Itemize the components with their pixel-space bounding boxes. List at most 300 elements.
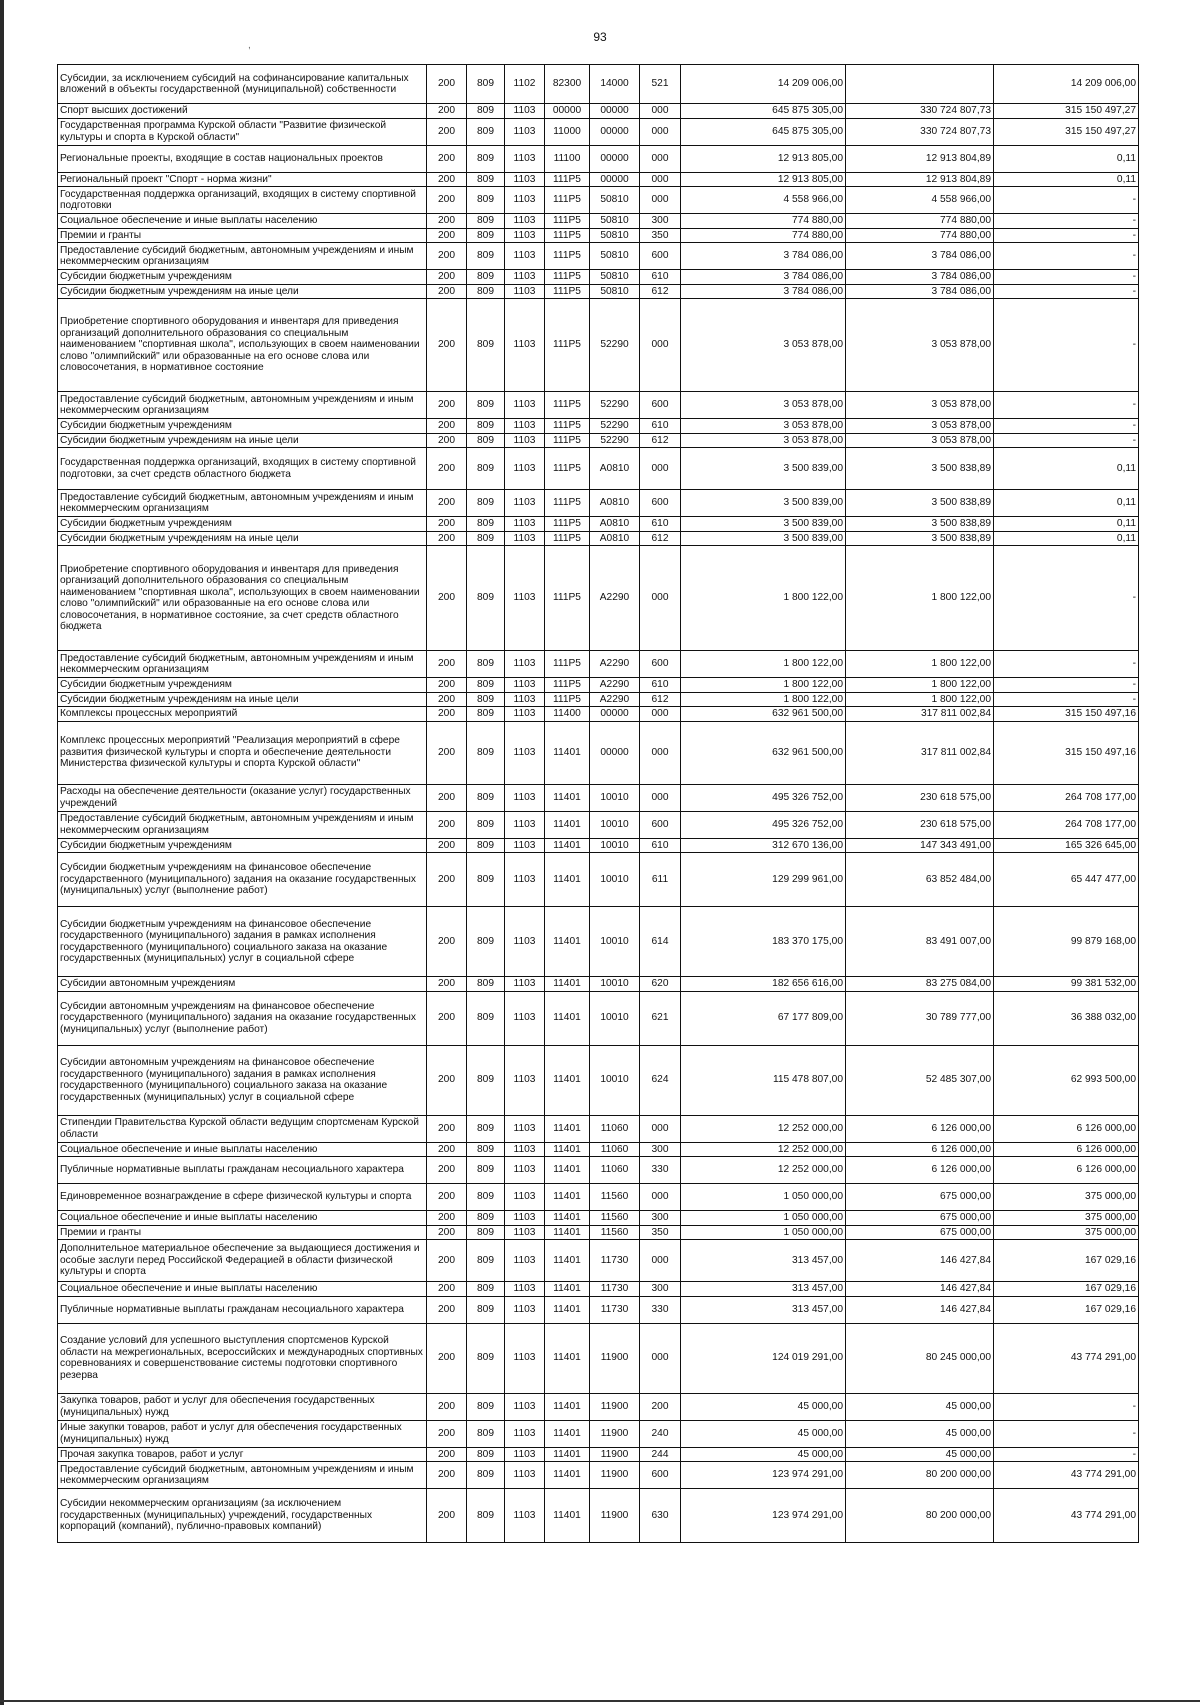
table-row xyxy=(58,1240,1139,1282)
code-cell: 14000 xyxy=(590,65,640,104)
code-cell: 1103 xyxy=(505,977,545,992)
code-cell: 11060 xyxy=(590,1142,640,1157)
amount-cell: 6 126 000,00 xyxy=(846,1157,994,1184)
amount-cell: 645 875 305,00 xyxy=(681,104,846,119)
code-cell: 1103 xyxy=(505,448,545,490)
row-name: Субсидии бюджетным учреждениям на иные цели xyxy=(58,692,427,707)
code-cell: 000 xyxy=(640,1240,681,1282)
table-row xyxy=(58,104,1139,119)
code-cell: 1103 xyxy=(505,1115,545,1142)
code-cell: 809 xyxy=(467,419,505,434)
code-cell: 1103 xyxy=(505,1225,545,1240)
row-name: Субсидии бюджетным учреждениям на иные цели xyxy=(58,531,427,546)
amount-cell: 330 724 807,73 xyxy=(846,104,994,119)
code-cell: 809 xyxy=(467,853,505,907)
code-cell: 200 xyxy=(427,811,467,838)
amount-cell: 675 000,00 xyxy=(846,1184,994,1211)
row-name: Публичные нормативные выплаты гражданам несоциального характера xyxy=(58,1296,427,1323)
code-cell: 200 xyxy=(427,1420,467,1447)
code-cell: 10010 xyxy=(590,811,640,838)
code-cell: 10010 xyxy=(590,977,640,992)
row-name: Комплекс процессных мероприятий "Реализация мероприятий в сфере развития физической культуры и спорта и обеспечение деятельности Министерства физической культуры и спорта Курской области" xyxy=(58,721,427,784)
code-cell: 809 xyxy=(467,707,505,722)
amount-cell: - xyxy=(994,214,1139,229)
code-cell: 809 xyxy=(467,531,505,546)
code-cell: 111P5 xyxy=(545,172,590,187)
code-cell: 200 xyxy=(427,838,467,853)
table-row xyxy=(58,1420,1139,1447)
code-cell: 200 xyxy=(427,678,467,693)
row-name: Субсидии бюджетным учреждениям на финансовое обеспечение государственного (муниципального) задания на оказание государственных (муниципальных) услуг (выполнение работ) xyxy=(58,853,427,907)
amount-cell: - xyxy=(994,243,1139,270)
code-cell: 809 xyxy=(467,991,505,1045)
code-cell: 82300 xyxy=(545,65,590,104)
amount-cell: 43 774 291,00 xyxy=(994,1462,1139,1489)
amount-cell: 147 343 491,00 xyxy=(846,838,994,853)
code-cell: А0810 xyxy=(590,531,640,546)
amount-cell: 495 326 752,00 xyxy=(681,811,846,838)
code-cell: 111P5 xyxy=(545,490,590,517)
code-cell: 600 xyxy=(640,490,681,517)
code-cell: 11000 xyxy=(545,118,590,145)
amount-cell: 165 326 645,00 xyxy=(994,838,1139,853)
amount-cell: 3 053 878,00 xyxy=(681,419,846,434)
amount-cell: - xyxy=(994,299,1139,392)
code-cell: 000 xyxy=(640,118,681,145)
code-cell: 610 xyxy=(640,270,681,285)
amount-cell: 0,11 xyxy=(994,517,1139,532)
row-name: Расходы на обеспечение деятельности (оказание услуг) государственных учреждений xyxy=(58,784,427,811)
row-name: Предоставление субсидий бюджетным, автономным учреждениям и иным некоммерческим организациям xyxy=(58,1462,427,1489)
code-cell: 809 xyxy=(467,1225,505,1240)
amount-cell: 62 993 500,00 xyxy=(994,1045,1139,1115)
code-cell: 1103 xyxy=(505,419,545,434)
code-cell: 521 xyxy=(640,65,681,104)
code-cell: 00000 xyxy=(590,721,640,784)
amount-cell: 12 913 805,00 xyxy=(681,145,846,172)
code-cell: 611 xyxy=(640,853,681,907)
code-cell: 300 xyxy=(640,1211,681,1226)
amount-cell: 43 774 291,00 xyxy=(994,1323,1139,1393)
code-cell: 809 xyxy=(467,1420,505,1447)
table-row xyxy=(58,678,1139,693)
amount-cell: 645 875 305,00 xyxy=(681,118,846,145)
code-cell: 111P5 xyxy=(545,678,590,693)
code-cell: 11401 xyxy=(545,1225,590,1240)
amount-cell: 317 811 002,84 xyxy=(846,721,994,784)
table-row xyxy=(58,448,1139,490)
code-cell: 809 xyxy=(467,1240,505,1282)
code-cell: 809 xyxy=(467,1393,505,1420)
row-name: Субсидии, за исключением субсидий на софинансирование капитальных вложений в объекты государственной (муниципальной) собственности xyxy=(58,65,427,104)
code-cell: 200 xyxy=(427,531,467,546)
row-name: Предоставление субсидий бюджетным, автономным учреждениям и иным некоммерческим организациям xyxy=(58,811,427,838)
code-cell: 00000 xyxy=(590,104,640,119)
row-name: Региональный проект "Спорт - норма жизни" xyxy=(58,172,427,187)
amount-cell: 315 150 497,16 xyxy=(994,721,1139,784)
code-cell: 1103 xyxy=(505,1045,545,1115)
code-cell: 200 xyxy=(427,1282,467,1297)
code-cell: 809 xyxy=(467,1157,505,1184)
code-cell: 240 xyxy=(640,1420,681,1447)
amount-cell: 3 500 838,89 xyxy=(846,531,994,546)
table-row xyxy=(58,1447,1139,1462)
table-row xyxy=(58,517,1139,532)
code-cell: 11401 xyxy=(545,1211,590,1226)
amount-cell: 12 913 805,00 xyxy=(681,172,846,187)
amount-cell: 3 500 838,89 xyxy=(846,517,994,532)
table-row xyxy=(58,490,1139,517)
code-cell: 600 xyxy=(640,1462,681,1489)
amount-cell: 65 447 477,00 xyxy=(994,853,1139,907)
code-cell: 200 xyxy=(427,1045,467,1115)
code-cell: 1103 xyxy=(505,811,545,838)
code-cell: 1103 xyxy=(505,145,545,172)
code-cell: 111P5 xyxy=(545,546,590,651)
code-cell: 624 xyxy=(640,1045,681,1115)
row-name: Государственная поддержка организаций, входящих в систему спортивной подготовки xyxy=(58,187,427,214)
amount-cell: 80 245 000,00 xyxy=(846,1323,994,1393)
code-cell: 200 xyxy=(427,546,467,651)
row-name: Субсидии бюджетным учреждениям xyxy=(58,270,427,285)
table-row xyxy=(58,907,1139,977)
amount-cell: 632 961 500,00 xyxy=(681,707,846,722)
amount-cell: 3 784 086,00 xyxy=(846,270,994,285)
amount-cell: 1 050 000,00 xyxy=(681,1225,846,1240)
row-name: Стипендии Правительства Курской области ведущим спортсменам Курской области xyxy=(58,1115,427,1142)
code-cell: 00000 xyxy=(590,707,640,722)
code-cell: 1103 xyxy=(505,172,545,187)
code-cell: 1103 xyxy=(505,392,545,419)
amount-cell: 632 961 500,00 xyxy=(681,721,846,784)
code-cell: 11400 xyxy=(545,707,590,722)
amount-cell: 1 800 122,00 xyxy=(846,651,994,678)
code-cell: 11401 xyxy=(545,1420,590,1447)
code-cell: 1103 xyxy=(505,270,545,285)
budget-table xyxy=(57,64,1139,1543)
row-name: Субсидии бюджетным учреждениям на иные цели xyxy=(58,284,427,299)
code-cell: 200 xyxy=(427,1142,467,1157)
code-cell: 809 xyxy=(467,1142,505,1157)
amount-cell: 6 126 000,00 xyxy=(994,1142,1139,1157)
code-cell: 200 xyxy=(427,172,467,187)
amount-cell: 182 656 616,00 xyxy=(681,977,846,992)
code-cell: 11730 xyxy=(590,1240,640,1282)
amount-cell: 1 800 122,00 xyxy=(681,651,846,678)
code-cell: 200 xyxy=(427,1157,467,1184)
amount-cell: 3 500 838,89 xyxy=(846,448,994,490)
table-row xyxy=(58,651,1139,678)
code-cell: 244 xyxy=(640,1447,681,1462)
code-cell: 11560 xyxy=(590,1225,640,1240)
code-cell: 1103 xyxy=(505,1142,545,1157)
code-cell: 809 xyxy=(467,907,505,977)
code-cell: 809 xyxy=(467,651,505,678)
code-cell: 809 xyxy=(467,838,505,853)
code-cell: 111P5 xyxy=(545,448,590,490)
code-cell: 11900 xyxy=(590,1462,640,1489)
code-cell: 1103 xyxy=(505,299,545,392)
amount-cell: - xyxy=(994,284,1139,299)
table-row xyxy=(58,1489,1139,1543)
amount-cell: 1 800 122,00 xyxy=(681,546,846,651)
amount-cell: 124 019 291,00 xyxy=(681,1323,846,1393)
amount-cell: 230 618 575,00 xyxy=(846,784,994,811)
code-cell: 200 xyxy=(427,977,467,992)
code-cell: 11100 xyxy=(545,145,590,172)
amount-cell: 45 000,00 xyxy=(681,1420,846,1447)
code-cell: 11401 xyxy=(545,838,590,853)
row-name: Предоставление субсидий бюджетным, автономным учреждениям и иным некоммерческим организациям xyxy=(58,243,427,270)
code-cell: 809 xyxy=(467,228,505,243)
amount-cell: 4 558 966,00 xyxy=(846,187,994,214)
code-cell: 200 xyxy=(427,65,467,104)
table-row xyxy=(58,270,1139,285)
code-cell: 809 xyxy=(467,692,505,707)
amount-cell: 12 252 000,00 xyxy=(681,1115,846,1142)
code-cell: 200 xyxy=(427,392,467,419)
row-name: Единовременное вознаграждение в сфере физической культуры и спорта xyxy=(58,1184,427,1211)
row-name: Комплексы процессных мероприятий xyxy=(58,707,427,722)
table-row xyxy=(58,531,1139,546)
code-cell: 000 xyxy=(640,187,681,214)
table-row xyxy=(58,1225,1139,1240)
code-cell: 50810 xyxy=(590,214,640,229)
amount-cell: 12 252 000,00 xyxy=(681,1157,846,1184)
amount-cell: 167 029,16 xyxy=(994,1240,1139,1282)
amount-cell: 0,11 xyxy=(994,145,1139,172)
table-row xyxy=(58,214,1139,229)
code-cell: 809 xyxy=(467,118,505,145)
code-cell: 000 xyxy=(640,172,681,187)
amount-cell: 3 053 878,00 xyxy=(846,392,994,419)
code-cell: 1103 xyxy=(505,1296,545,1323)
code-cell: 11401 xyxy=(545,907,590,977)
amount-cell: 3 053 878,00 xyxy=(681,433,846,448)
table-row xyxy=(58,707,1139,722)
row-name: Создание условий для успешного выступления спортсменов Курской области на межрегиональных, всероссийских и международных спортивных соревнованиях и совершенствование системы подготовки спортивного резерва xyxy=(58,1323,427,1393)
code-cell: 809 xyxy=(467,448,505,490)
code-cell: 330 xyxy=(640,1296,681,1323)
code-cell: 111P5 xyxy=(545,243,590,270)
code-cell: 614 xyxy=(640,907,681,977)
amount-cell: 0,11 xyxy=(994,172,1139,187)
code-cell: 1103 xyxy=(505,228,545,243)
code-cell: 1103 xyxy=(505,1420,545,1447)
code-cell: 000 xyxy=(640,448,681,490)
code-cell: 11900 xyxy=(590,1393,640,1420)
code-cell: 11401 xyxy=(545,811,590,838)
code-cell: 200 xyxy=(427,721,467,784)
code-cell: 52290 xyxy=(590,433,640,448)
code-cell: 11401 xyxy=(545,1282,590,1297)
code-cell: 111P5 xyxy=(545,299,590,392)
scan-edge xyxy=(0,0,4,1705)
row-name: Приобретение спортивного оборудования и инвентаря для приведения организаций дополнительного образования со специальным наименованием "спортивная школа", использующих в своем наименовании слово "олимпийский" или образованные на его основе слова или словосочетания, в нормативное состояние, за счет средств областного бюджета xyxy=(58,546,427,651)
amount-cell: 675 000,00 xyxy=(846,1225,994,1240)
code-cell: 11900 xyxy=(590,1420,640,1447)
amount-cell: 99 381 532,00 xyxy=(994,977,1139,992)
row-name: Социальное обеспечение и иные выплаты населению xyxy=(58,214,427,229)
row-name: Закупка товаров, работ и услуг для обеспечения государственных (муниципальных) нужд xyxy=(58,1393,427,1420)
code-cell: 11401 xyxy=(545,1142,590,1157)
amount-cell: - xyxy=(994,692,1139,707)
row-name: Предоставление субсидий бюджетным, автономным учреждениям и иным некоммерческим организациям xyxy=(58,490,427,517)
code-cell: 111P5 xyxy=(545,228,590,243)
code-cell: 000 xyxy=(640,299,681,392)
code-cell: 00000 xyxy=(545,104,590,119)
page-number: 93 xyxy=(593,30,607,44)
amount-cell: - xyxy=(994,228,1139,243)
code-cell: 1103 xyxy=(505,1240,545,1282)
amount-cell: 1 800 122,00 xyxy=(681,678,846,693)
code-cell: 350 xyxy=(640,1225,681,1240)
table-row xyxy=(58,172,1139,187)
amount-cell: 83 275 084,00 xyxy=(846,977,994,992)
amount-cell: 146 427,84 xyxy=(846,1296,994,1323)
code-cell: 612 xyxy=(640,433,681,448)
code-cell: 000 xyxy=(640,1323,681,1393)
code-cell: 11401 xyxy=(545,1393,590,1420)
code-cell: 200 xyxy=(427,1296,467,1323)
amount-cell: 264 708 177,00 xyxy=(994,784,1139,811)
code-cell: 1103 xyxy=(505,517,545,532)
code-cell: 200 xyxy=(427,214,467,229)
amount-cell: 3 053 878,00 xyxy=(681,392,846,419)
table-row xyxy=(58,1045,1139,1115)
code-cell: 11401 xyxy=(545,721,590,784)
amount-cell: 123 974 291,00 xyxy=(681,1462,846,1489)
code-cell: 1103 xyxy=(505,546,545,651)
code-cell: 809 xyxy=(467,546,505,651)
code-cell: 11401 xyxy=(545,1240,590,1282)
code-cell: 11900 xyxy=(590,1489,640,1543)
table-row xyxy=(58,145,1139,172)
code-cell: 200 xyxy=(427,692,467,707)
table-row xyxy=(58,1323,1139,1393)
code-cell: 200 xyxy=(427,517,467,532)
amount-cell: 3 784 086,00 xyxy=(681,284,846,299)
amount-cell: - xyxy=(994,187,1139,214)
row-name: Субсидии бюджетным учреждениям на финансовое обеспечение государственного (муниципального) задания в рамках исполнения государственного (муниципального) социального заказа на оказание государственных (муниципальных) услуг в социальной сфере xyxy=(58,907,427,977)
code-cell: 11401 xyxy=(545,853,590,907)
amount-cell: 375 000,00 xyxy=(994,1225,1139,1240)
amount-cell: 14 209 006,00 xyxy=(994,65,1139,104)
code-cell: 350 xyxy=(640,228,681,243)
amount-cell: 3 053 878,00 xyxy=(681,299,846,392)
row-name: Иные закупки товаров, работ и услуг для обеспечения государственных (муниципальных) нужд xyxy=(58,1420,427,1447)
amount-cell: 3 053 878,00 xyxy=(846,299,994,392)
amount-cell: 495 326 752,00 xyxy=(681,784,846,811)
row-name: Публичные нормативные выплаты гражданам несоциального характера xyxy=(58,1157,427,1184)
amount-cell: 99 879 168,00 xyxy=(994,907,1139,977)
code-cell: 809 xyxy=(467,243,505,270)
row-name: Субсидии автономным учреждениям xyxy=(58,977,427,992)
amount-cell: 264 708 177,00 xyxy=(994,811,1139,838)
table-row xyxy=(58,546,1139,651)
code-cell: 809 xyxy=(467,811,505,838)
code-cell: 10010 xyxy=(590,838,640,853)
code-cell: 200 xyxy=(427,490,467,517)
amount-cell: 115 478 807,00 xyxy=(681,1045,846,1115)
row-name: Региональные проекты, входящие в состав национальных проектов xyxy=(58,145,427,172)
amount-cell: 6 126 000,00 xyxy=(846,1142,994,1157)
code-cell: 50810 xyxy=(590,284,640,299)
code-cell: 200 xyxy=(427,1184,467,1211)
code-cell: А2290 xyxy=(590,546,640,651)
amount-cell: 1 800 122,00 xyxy=(681,692,846,707)
amount-cell: 183 370 175,00 xyxy=(681,907,846,977)
code-cell: 200 xyxy=(427,991,467,1045)
code-cell: 200 xyxy=(427,1393,467,1420)
amount-cell: - xyxy=(994,1393,1139,1420)
code-cell: 809 xyxy=(467,172,505,187)
code-cell: 11401 xyxy=(545,977,590,992)
code-cell: А2290 xyxy=(590,678,640,693)
row-name: Спорт высших достижений xyxy=(58,104,427,119)
code-cell: А2290 xyxy=(590,651,640,678)
code-cell: 300 xyxy=(640,214,681,229)
amount-cell: 83 491 007,00 xyxy=(846,907,994,977)
code-cell: 000 xyxy=(640,145,681,172)
row-name: Субсидии автономным учреждениям на финансовое обеспечение государственного (муниципального) задания в рамках исполнения государственного (муниципального) социального заказа на оказание государственных (муниципальных) услуг в социальной сфере xyxy=(58,1045,427,1115)
table-row xyxy=(58,433,1139,448)
code-cell: 10010 xyxy=(590,1045,640,1115)
code-cell: 000 xyxy=(640,784,681,811)
amount-cell: - xyxy=(994,1420,1139,1447)
row-name: Прочая закупка товаров, работ и услуг xyxy=(58,1447,427,1462)
code-cell: 1103 xyxy=(505,433,545,448)
code-cell: 600 xyxy=(640,811,681,838)
amount-cell: 80 200 000,00 xyxy=(846,1462,994,1489)
amount-cell: 3 784 086,00 xyxy=(846,243,994,270)
code-cell: 1103 xyxy=(505,1157,545,1184)
amount-cell: 675 000,00 xyxy=(846,1211,994,1226)
code-cell: 612 xyxy=(640,692,681,707)
code-cell: 612 xyxy=(640,284,681,299)
code-cell: 11401 xyxy=(545,1157,590,1184)
row-name: Премии и гранты xyxy=(58,228,427,243)
table-row xyxy=(58,838,1139,853)
code-cell: 200 xyxy=(427,1211,467,1226)
code-cell: 111P5 xyxy=(545,392,590,419)
row-name: Субсидии бюджетным учреждениям xyxy=(58,419,427,434)
code-cell: 1103 xyxy=(505,1211,545,1226)
code-cell: 000 xyxy=(640,721,681,784)
code-cell: 10010 xyxy=(590,853,640,907)
code-cell: 000 xyxy=(640,1115,681,1142)
amount-cell: 315 150 497,16 xyxy=(994,707,1139,722)
bottom-border xyxy=(0,1700,1200,1702)
code-cell: 11560 xyxy=(590,1211,640,1226)
amount-cell: 3 053 878,00 xyxy=(846,433,994,448)
row-name: Социальное обеспечение и иные выплаты населению xyxy=(58,1142,427,1157)
table-row xyxy=(58,118,1139,145)
row-name: Субсидии бюджетным учреждениям xyxy=(58,838,427,853)
table-body xyxy=(58,65,1139,1543)
code-cell: 200 xyxy=(427,118,467,145)
code-cell: 11401 xyxy=(545,991,590,1045)
table-row xyxy=(58,228,1139,243)
code-cell: 809 xyxy=(467,1489,505,1543)
code-cell: 1103 xyxy=(505,853,545,907)
code-cell: А0810 xyxy=(590,517,640,532)
code-cell: 52290 xyxy=(590,419,640,434)
code-cell: 200 xyxy=(427,187,467,214)
code-cell: 50810 xyxy=(590,270,640,285)
code-cell: 200 xyxy=(427,419,467,434)
code-cell: 600 xyxy=(640,392,681,419)
